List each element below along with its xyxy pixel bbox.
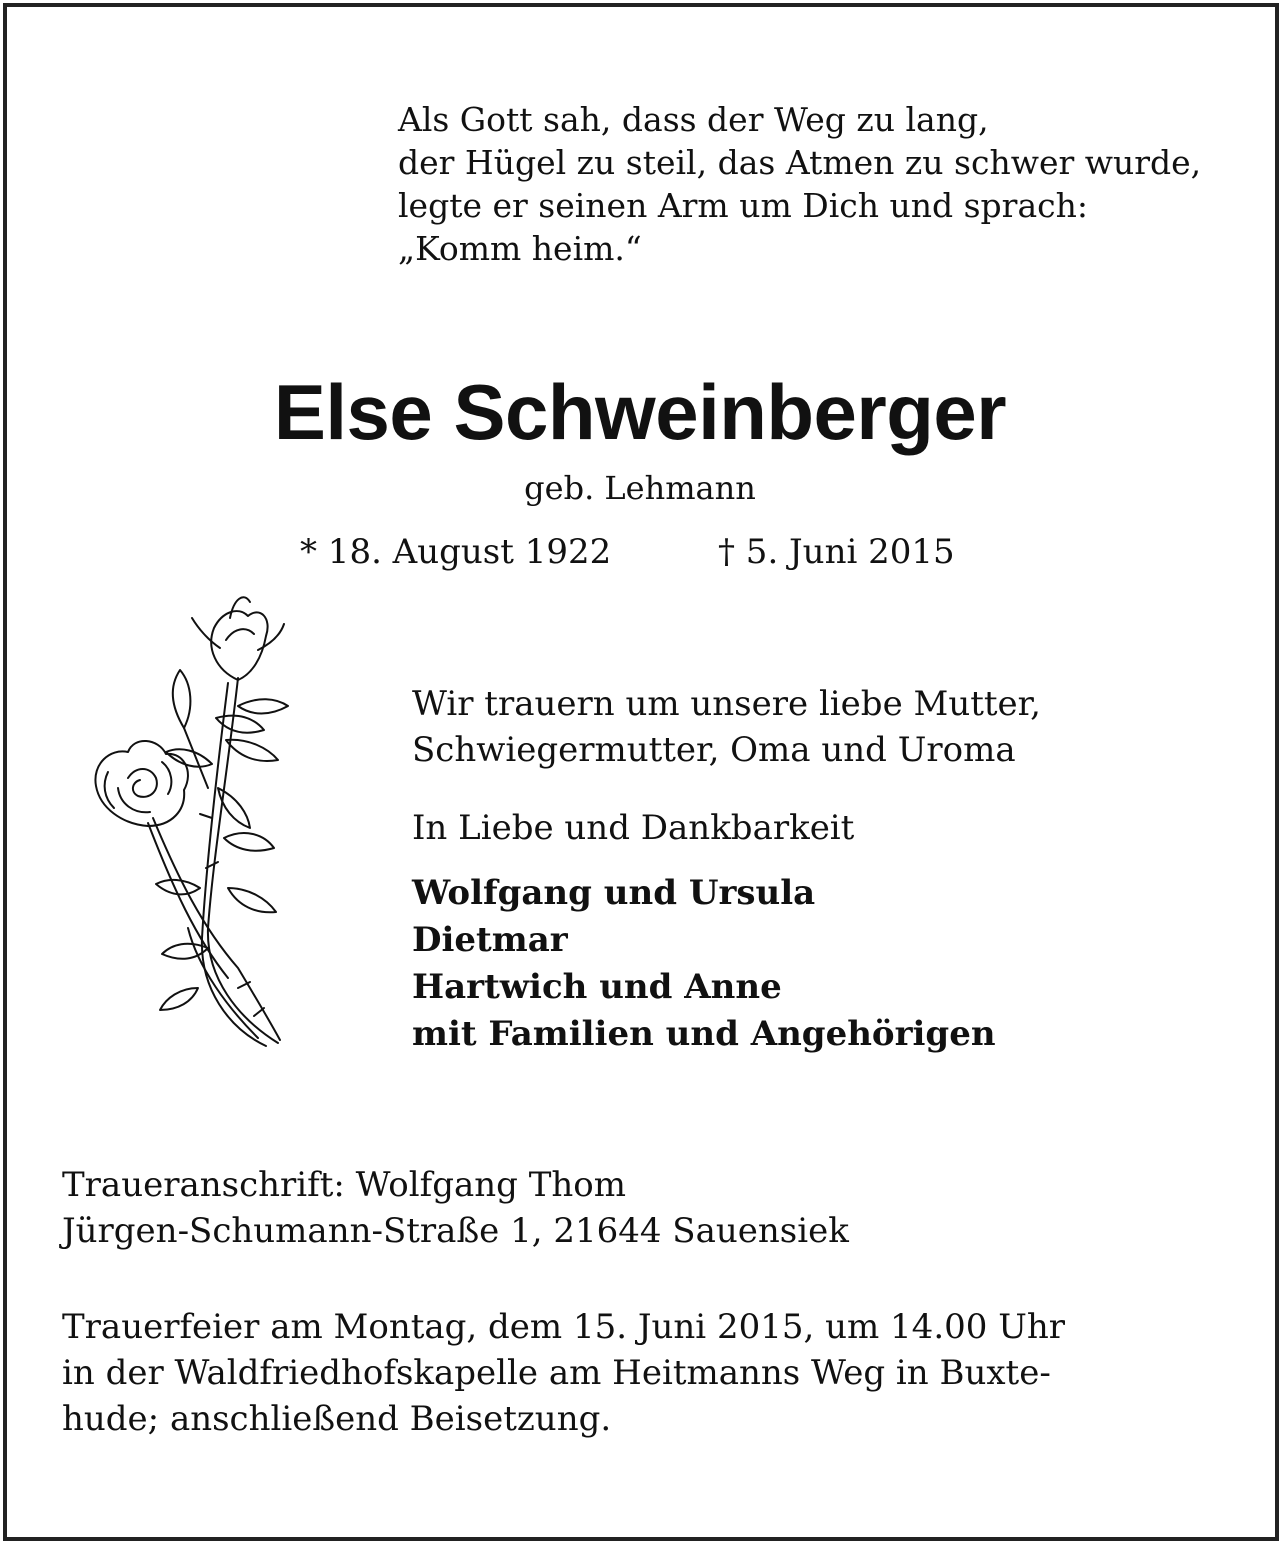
service-line: in der Waldfriedhofskapelle am Heitmanns Weg in Buxte- <box>62 1353 1051 1393</box>
deceased-name: Else Schweinberger <box>273 368 1007 456</box>
maiden-name: geb. Lehmann <box>524 469 756 507</box>
poem-line: Als Gott sah, dass der Weg zu lang, <box>398 100 989 139</box>
mourning-text <box>412 681 1041 773</box>
closing-text: In Liebe und Dankbarkeit <box>412 808 855 848</box>
rose-drawing-icon <box>88 588 308 1054</box>
family-line: Dietmar <box>412 920 568 960</box>
poem <box>398 98 1201 270</box>
family-names <box>412 870 996 1058</box>
family-line: Wolfgang und Ursula <box>412 873 816 913</box>
poem-line: der Hügel zu steil, das Atmen zu schwer wurde, <box>398 143 1202 182</box>
birth-date: * 18. August 1922 <box>300 532 612 572</box>
poem-line: legte er seinen Arm um Dich und sprach: <box>398 186 1088 225</box>
mourning-address <box>62 1162 849 1254</box>
address-line: Traueranschrift: Wolfgang Thom <box>62 1165 627 1205</box>
family-line: mit Familien und Angehörigen <box>412 1014 996 1054</box>
service-line: hude; anschließend Beisetzung. <box>62 1399 612 1439</box>
service-line: Trauerfeier am Montag, dem 15. Juni 2015, um 14.00 Uhr <box>62 1307 1065 1347</box>
address-line: Jürgen-Schumann-Straße 1, 21644 Sauensiek <box>62 1211 849 1251</box>
death-date: † 5. Juni 2015 <box>718 532 955 572</box>
mourning-line: Wir trauern um unsere liebe Mutter, <box>412 684 1041 724</box>
mourning-line: Schwiegermutter, Oma und Uroma <box>412 730 1016 770</box>
funeral-service-info <box>62 1304 1065 1442</box>
poem-line: „Komm heim.“ <box>398 229 642 268</box>
family-line: Hartwich und Anne <box>412 967 782 1007</box>
